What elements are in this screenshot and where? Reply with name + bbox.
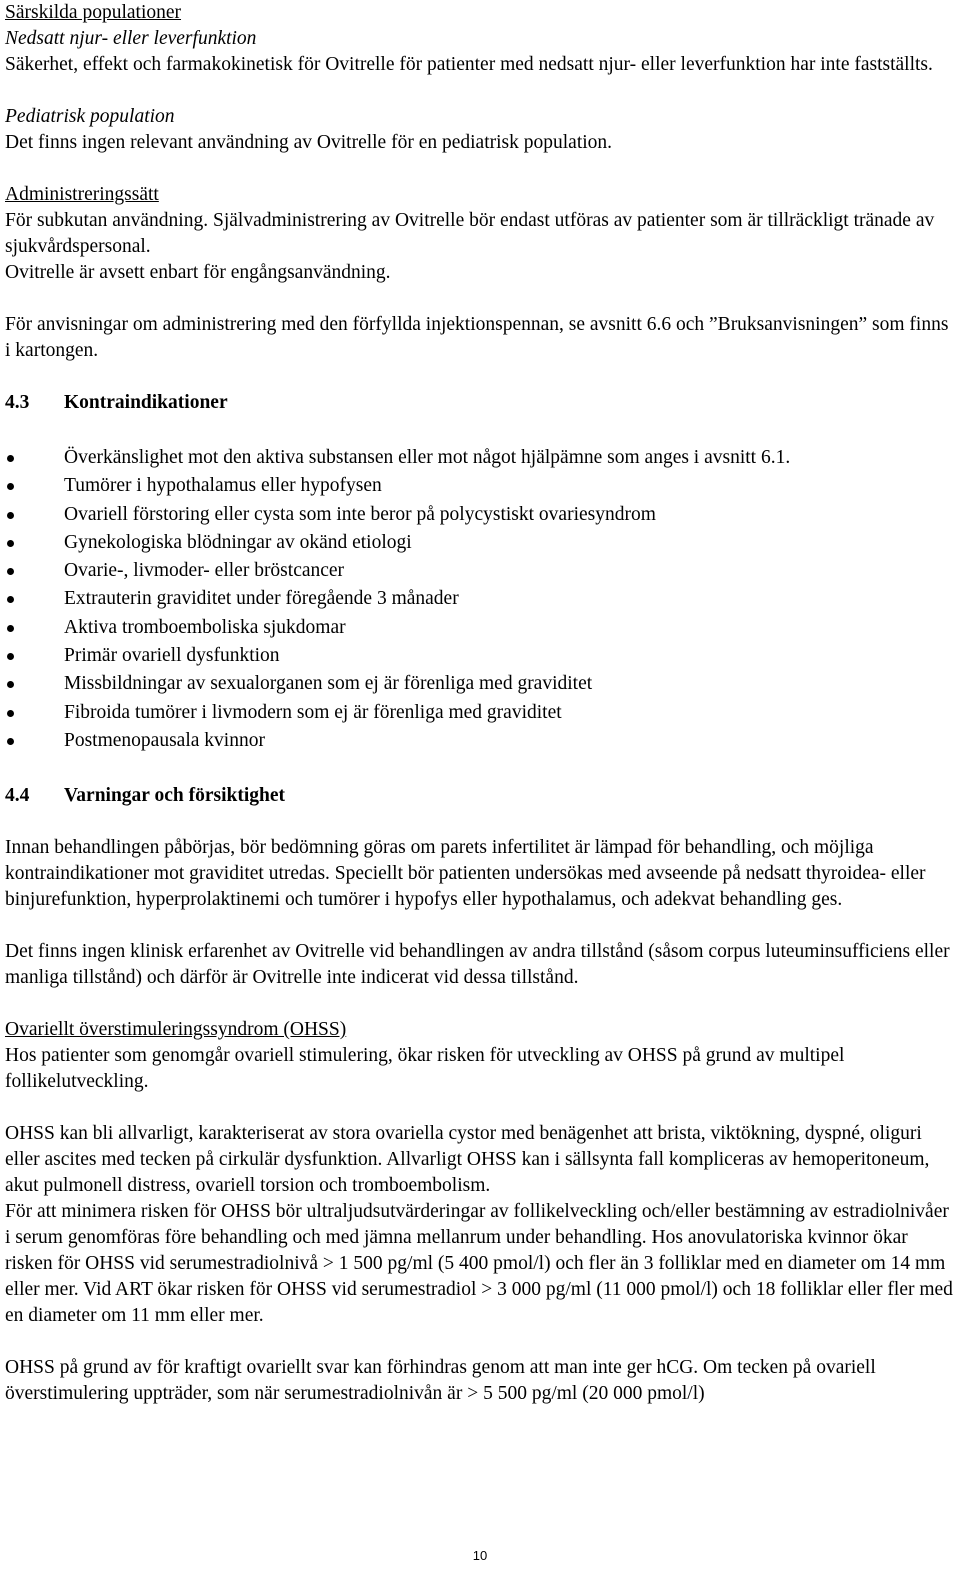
ohss-paragraph-3: För att minimera risken för OHSS bör ultraljudsutvärderingar av follikelveckling och/eller bestämning av estradiolnivåer i serum genomföras före behandling och med jämna mellanrum under behandling. Hos anovulatoriska kvinnor ökar risken för OHSS vid serumestradiolnivå > 1 500 pg/ml (5 400 pmol/l) och fler än 3 folliklar med en diameter om 14 mm eller mer. Vid ART ökar risken för OHSS vid serumestradiol > 3 000 pg/ml (11 000 pmol/l) och 18 folliklar eller fler med en diameter om 11 mm eller mer.	[5, 1201, 953, 1327]
list-item	[5, 670, 957, 698]
list-item-text: Gynekologiska blödningar av okänd etiologi	[64, 531, 412, 553]
section-title: Varningar och försiktighet	[64, 785, 286, 807]
ohss-paragraph-1: Hos patienter som genomgår ovariell stimulering, ökar risken för utveckling av OHSS på grund av multipel follikelutveckling.	[5, 1045, 845, 1093]
document-page	[5, 0, 957, 1407]
list-item	[5, 529, 957, 557]
list-item-text: Fibroida tumörer i livmodern som ej är förenliga med graviditet	[64, 701, 562, 723]
pediatric-heading: Pediatrisk population	[5, 106, 175, 127]
pediatric-text: Det finns ingen relevant användning av Ovitrelle för en pediatrisk population.	[5, 132, 613, 153]
section-title: Kontraindikationer	[64, 392, 228, 413]
renal-hepatic-text: Säkerhet, effekt och farmakokinetisk för Ovitrelle för patienter med nedsatt njur- eller leverfunktion har inte fastställts.	[5, 54, 933, 75]
list-item-text: Tumörer i hypothalamus eller hypofysen	[64, 475, 382, 497]
bullet-icon	[7, 653, 14, 660]
special-populations-heading: Särskilda populationer	[5, 2, 182, 23]
section-number: 4.3	[5, 392, 30, 413]
list-item-text: Primär ovariell dysfunktion	[64, 645, 280, 667]
list-item	[5, 614, 957, 642]
page-number: 10	[472, 1548, 488, 1563]
ohss-heading: Ovariellt överstimuleringssyndrom (OHSS)	[5, 1019, 347, 1041]
warnings-paragraph-2: Det finns ingen klinisk erfarenhet av Ovitrelle vid behandlingen av andra tillstånd (såsom corpus luteuminsufficiens eller manliga tillstånd) och därför är Ovitrelle inte indicerat vid dessa tillstånd.	[5, 941, 950, 989]
list-item-text: Ovariell förstoring eller cysta som inte beror på polycystiskt ovariesyndrom	[64, 503, 656, 525]
bullet-icon	[7, 568, 14, 575]
bullet-icon	[7, 681, 14, 688]
list-item-text: Överkänslighet mot den aktiva substansen eller mot något hjälpämne som anges i avsnitt 6.1.	[64, 447, 791, 468]
contraindications-list	[5, 444, 957, 755]
list-item-text: Ovarie-, livmoder- eller bröstcancer	[64, 560, 345, 582]
list-item	[5, 585, 957, 613]
bullet-icon	[7, 596, 14, 603]
bullet-icon	[7, 738, 14, 745]
list-item	[5, 557, 957, 585]
renal-hepatic-heading: Nedsatt njur- eller leverfunktion	[5, 28, 257, 49]
list-item	[5, 642, 957, 670]
ohss-paragraph-2: OHSS kan bli allvarligt, karakteriserat av stora ovariella cystor med benägenhet att brista, viktökning, dyspné, oliguri eller ascites med tecken på cirkulär dysfunktion. Allvarligt OHSS kan i sällsynta fall kompliceras av hemoperitoneum, akut pulmonell distress, ovariell torsion och tromboembolism.	[5, 1123, 930, 1197]
bullet-icon	[7, 710, 14, 717]
bullet-icon	[7, 625, 14, 632]
section-heading-4-4	[5, 783, 957, 809]
list-item-text: Aktiva tromboemboliska sjukdomar	[64, 616, 346, 638]
list-item-text: Missbildningar av sexualorganen som ej är förenliga med graviditet	[64, 673, 593, 695]
list-item	[5, 501, 957, 529]
bullet-icon	[7, 512, 14, 519]
bullet-icon	[7, 455, 14, 462]
administration-heading: Administreringssätt	[5, 184, 159, 205]
bullet-icon	[7, 540, 14, 547]
section-number: 4.4	[5, 785, 30, 807]
list-item	[5, 444, 957, 472]
list-item-text: Extrauterin graviditet under föregående 3 månader	[64, 588, 459, 610]
warnings-paragraph-1: Innan behandlingen påbörjas, bör bedömning göras om parets infertilitet är lämpad för behandling, och möjliga kontraindikationer mot graviditet utredas. Speciellt bör patienten undersökas med avseende på nedsatt thyroidea- eller binjurefunktion, hyperprolaktinemi och tumörer i hypofys eller hypothalamus, och adekvat behandling ges.	[5, 837, 926, 911]
administration-text-2: Ovitrelle är avsett enbart för engångsanvändning.	[5, 262, 391, 283]
administration-text-3: För anvisningar om administrering med den förfyllda injektionspennan, se avsnitt 6.6 och ”Bruksanvisningen” som finns i kartongen.	[5, 314, 949, 361]
administration-text-1: För subkutan användning. Självadministrering av Ovitrelle bör endast utföras av patienter som är tillräckligt tränade av sjukvårdspersonal.	[5, 210, 935, 257]
list-item	[5, 727, 957, 755]
list-item	[5, 699, 957, 727]
list-item	[5, 472, 957, 500]
list-item-text: Postmenopausala kvinnor	[64, 729, 265, 751]
section-heading-4-3	[5, 390, 957, 416]
bullet-icon	[7, 483, 14, 490]
ohss-paragraph-4: OHSS på grund av för kraftigt ovariellt svar kan förhindras genom att man inte ger hCG. Om tecken på ovariell överstimulering uppträder, som när serumestradiolnivån är > 5 500 pg/ml (20 000 pmol/l)	[5, 1357, 876, 1405]
